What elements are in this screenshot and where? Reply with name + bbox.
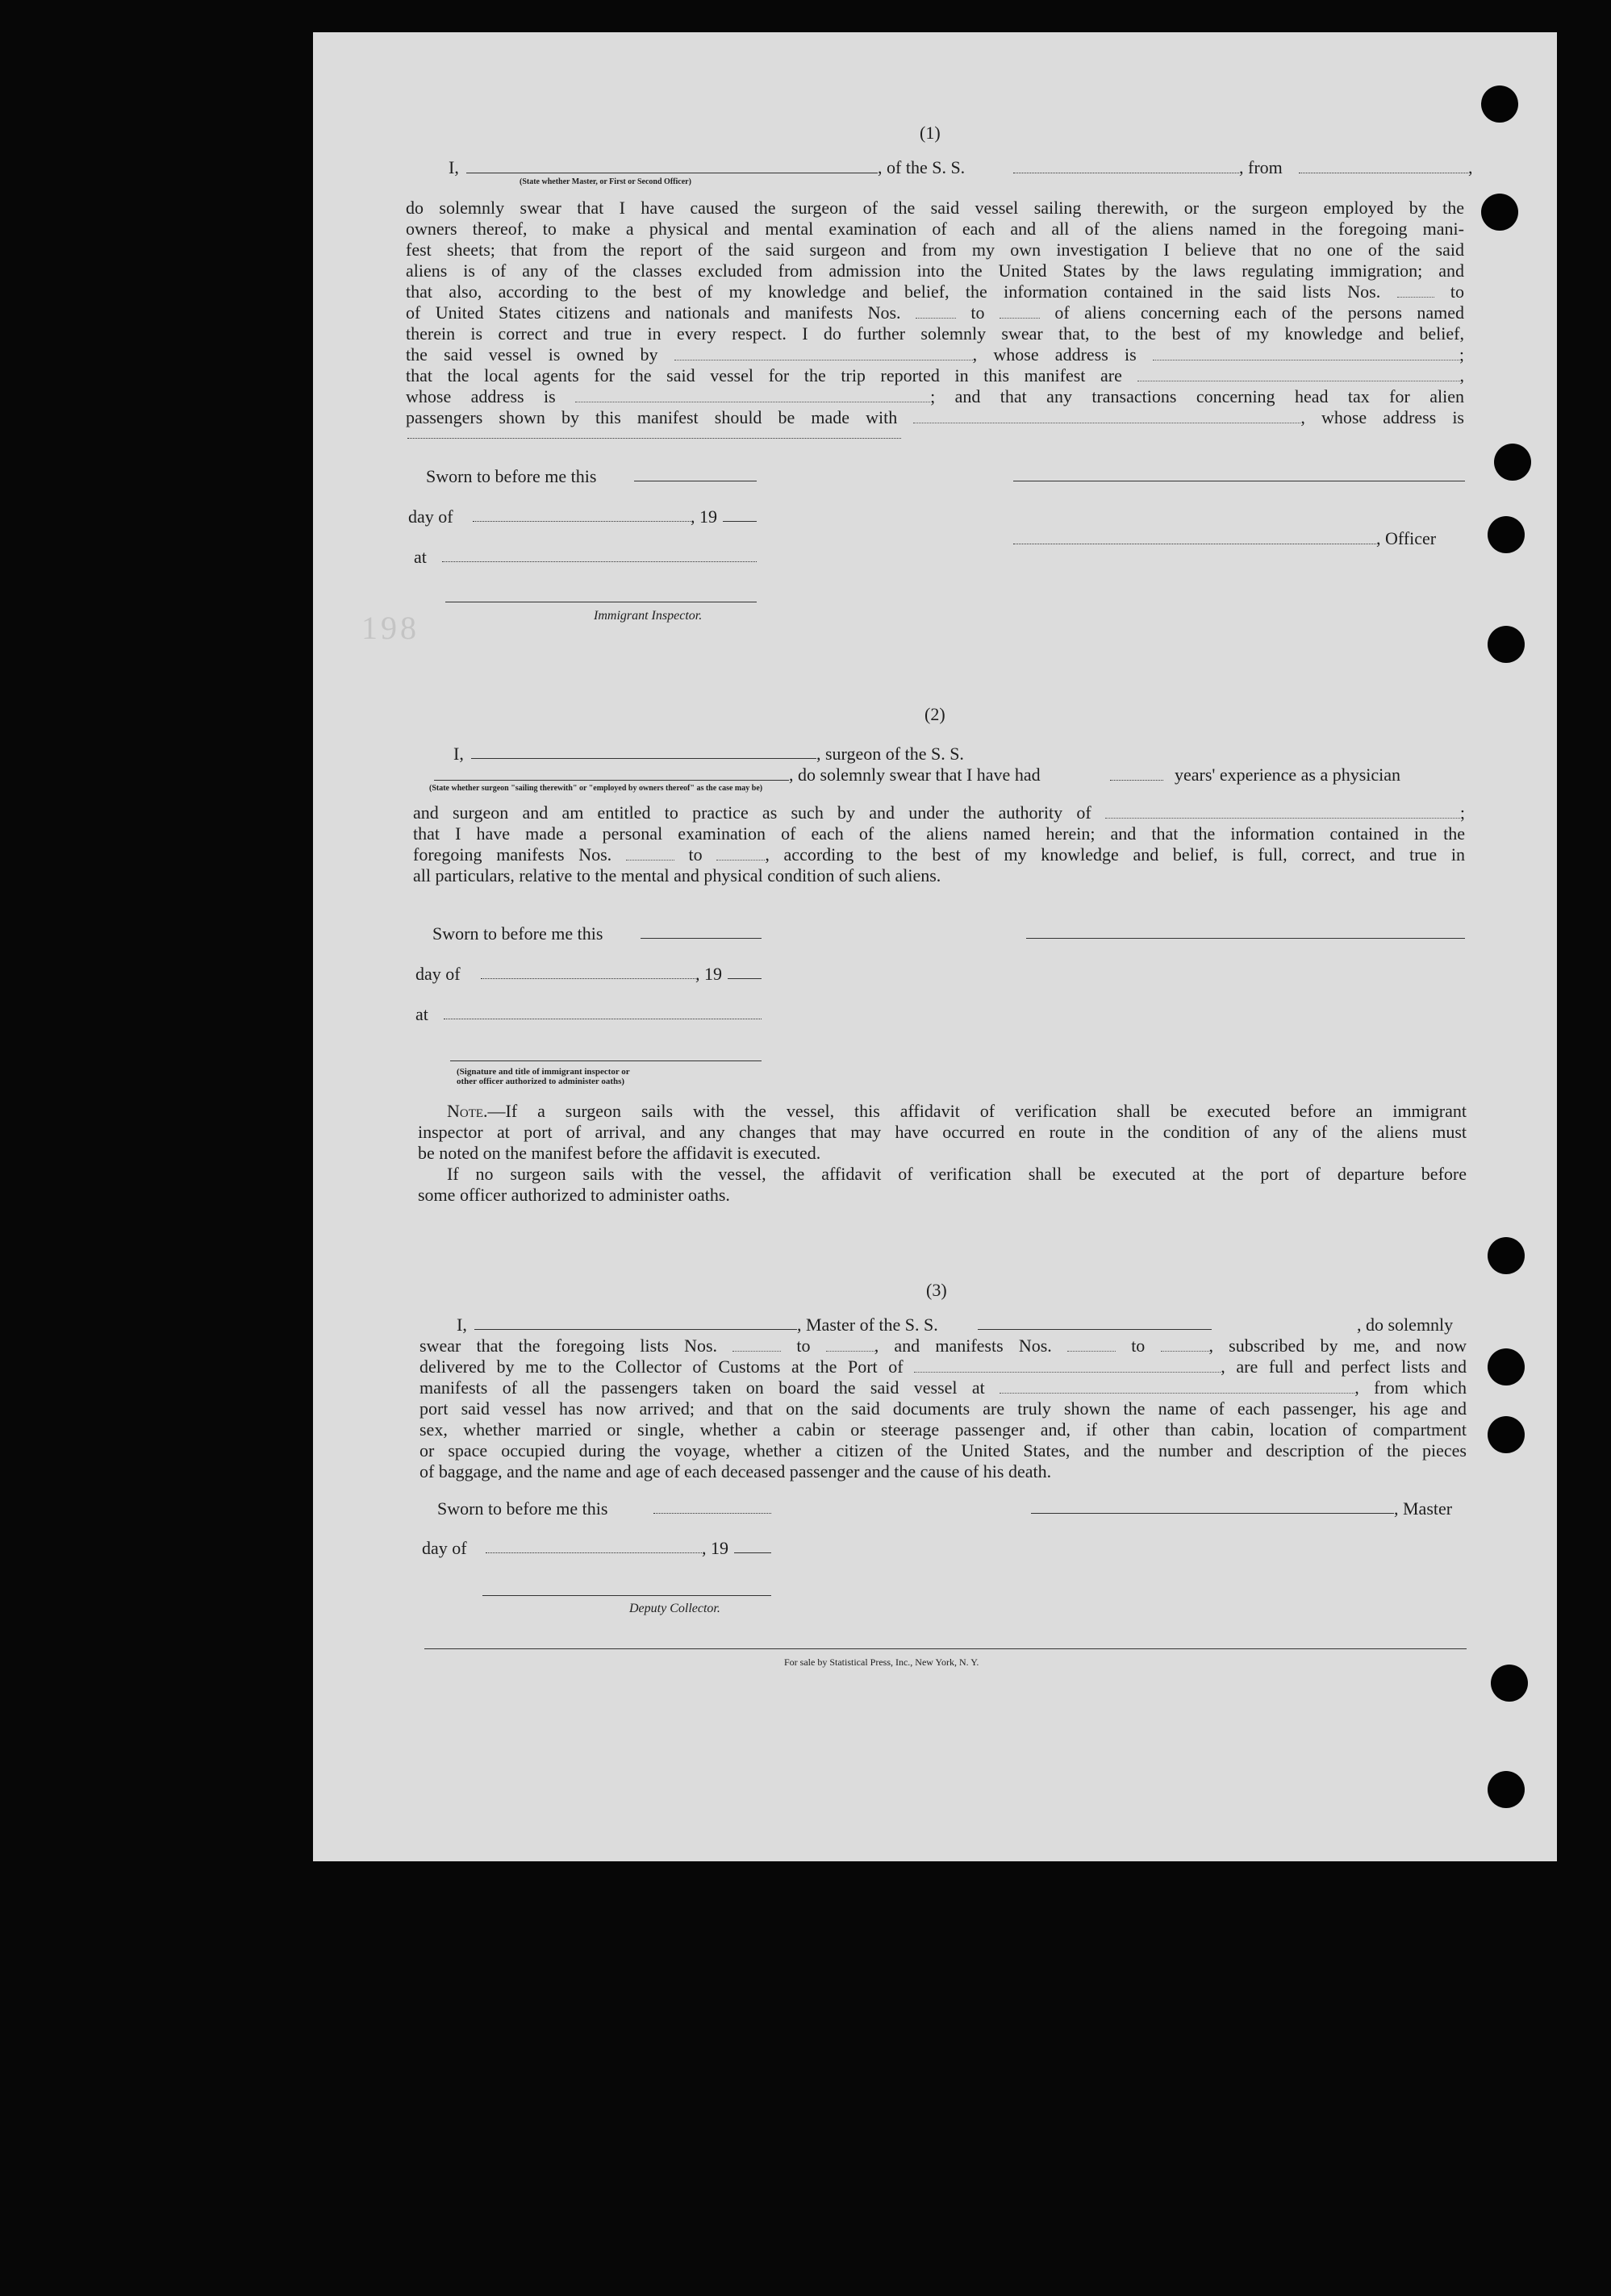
s3-master-label: , Master xyxy=(1394,1498,1453,1519)
s1-at-label: at xyxy=(414,547,427,567)
s2-surgeon: , surgeon of the S. S. xyxy=(816,744,964,764)
s1-sworn-label: Sworn to before me this xyxy=(426,466,597,486)
punch-hole-icon xyxy=(1491,1665,1528,1702)
s3-line-7: or space occupied during the voyage, whether a citizen of the United States, and the number and description of the pieces xyxy=(419,1440,1467,1461)
s1-line-10: whose address is ; and that any transactions concerning head tax for alien xyxy=(406,386,1464,406)
form-page: 198 (1) I, (State whether Master, or First or Second Officer) , of the S. S. , from , do solemnly swear that I have caused the surgeon of the said vessel sailing therewith, or the surgeon employed by the owners thereof, to make a physical and mental examination of each and all of the aliens named in the foregoing mani- fest sheets; that from the report of the said surgeon and from my own investigation I believe that no one of the said aliens is of any of the classes excluded from admission into the United States by the laws regulating immigration; and that also, according to the best of my knowledge and belief, the information contained in the said lists Nos. to of United States citizens and nationals and manifests Nos. to of aliens concerning each of the persons named therein is correct and true in every respect. I do further solemnly swear that, to the best of my knowledge and belief, the said vessel is owned by , whose address is ; that the local agents for the said vessel for the trip reported in this manifest are , whose address is ; and that any transactions concerning head tax for alien passengers shown by this manifest should be made with , whose address is Sworn to before me this day of , 19 , Officer at Immigrant Inspector. (2) I, , surgeon of the S. S. , do solemnly swear that I have had years' experience as a physician (State whether surgeon "sailing therewith" or "employed by owners thereof" as the case may be) and surgeon and am entitled to practice as such by and under the authority of ; that I have made a personal examination of each of the aliens named herein; and that the information contained in the foregoing manifests Nos. to , according to the best of my knowledge and belief, is full, correct, and true in all particulars, relative to the mental and physical condition of such aliens. Sworn to before me this day of , 19 at (Signature and title of immigrant inspector or other officer authorized to administer oaths) Note.—If a surgeon sails with the vessel, this affidavit of verification shall be executed before an immigrant inspector at port of arrival, and any changes that may have occurred en route in the condition of any of the aliens must be noted on the manifest before the affidavit is executed. If no surgeon sails with the vessel, the affidavit of verification shall be executed at the port of departure before some officer authorized to administer oaths. (3) I, , Master of the S. S. , do solemnly swear that the foregoing lists Nos. to , and manifests Nos. to , subscribed by me, and now delivered by me to the Collector of Customs at the Port of , are full and perfect lists and manifests of all the passengers taken on board the said vessel at , from which port said vessel has now arrived; and that on the said documents are truly shown the name of each passenger, his age and sex, whether married or single, whether a cabin or steerage passenger and, if other than cabin, location of compartment or space occupied during the voyage, whether a citizen of the United States, and the number and description of the pieces of baggage, and the name and age of each deceased passenger and the cause of his death. Sworn to before me this , Master day of , 19 Deputy Collector. For sale by Statistical Press, Inc., New York, N. Y. xyxy=(313,32,1557,1861)
s3-line-2: swear that the foregoing lists Nos. to , and manifests Nos. to , subscribed by me, and now xyxy=(419,1336,1467,1356)
s1-line-4: aliens is of any of the classes excluded from admission into the United States by the laws regulating immigration; and xyxy=(406,260,1464,281)
s3-year-line[interactable] xyxy=(734,1552,771,1553)
s1-paragraph xyxy=(406,198,1464,428)
punch-hole-icon xyxy=(1488,1771,1525,1808)
footer-rule xyxy=(424,1648,1467,1649)
s1-from: , from xyxy=(1239,157,1283,177)
s1-year-line[interactable] xyxy=(723,521,757,522)
s1-year-label: , 19 xyxy=(691,506,717,527)
punch-hole-icon xyxy=(1481,85,1518,123)
s2-signature-line[interactable] xyxy=(1026,938,1465,939)
punch-hole-icon xyxy=(1488,516,1525,553)
s1-role-note: (State whether Master, or First or Second Officer) xyxy=(520,177,691,186)
s2-note-line-4: If no surgeon sails with the vessel, the affidavit of verification shall be executed at the port of departure before xyxy=(447,1164,1467,1184)
s3-line-4: manifests of all the passengers taken on board the said vessel at , from which xyxy=(419,1377,1467,1398)
s1-at-line[interactable] xyxy=(442,561,757,562)
s1-officer-label: , Officer xyxy=(1376,528,1437,548)
s2-name-line[interactable] xyxy=(471,758,816,759)
s1-line-5: that also, according to the best of my knowledge and belief, the information contained in the said lists Nos. to xyxy=(406,281,1465,302)
s2-officer-sig-line[interactable] xyxy=(450,1060,762,1061)
s2-i: I, xyxy=(453,744,464,764)
s2-years-label: years' experience as a physician xyxy=(1175,765,1401,785)
punch-hole-icon xyxy=(1481,194,1518,231)
punch-hole-icon xyxy=(1488,1237,1525,1274)
s2-vessel-line[interactable] xyxy=(434,780,789,781)
s2-dayof-label: day of xyxy=(415,964,461,984)
s2-note-line-1: Note.—If a surgeon sails with the vessel, this affidavit of verification shall be executed before an immigrant xyxy=(447,1101,1467,1121)
s2-day-line[interactable] xyxy=(481,978,695,979)
s2-note-line-5: some officer authorized to administer oaths. xyxy=(418,1185,730,1205)
s2-note-line-2: inspector at port of arrival, and any changes that may have occurred en route in the condition of any of the aliens must xyxy=(418,1122,1467,1142)
punch-hole-icon xyxy=(1488,1416,1525,1453)
s1-inspector-caption: Immigrant Inspector. xyxy=(594,609,703,623)
s2-sworn-line[interactable] xyxy=(641,938,762,939)
s2-line-5: foregoing manifests Nos. to , according to the best of my knowledge and belief, is full, correct, and true in xyxy=(413,844,1465,865)
s3-sworn-line[interactable] xyxy=(653,1513,771,1514)
s2-line-6: all particulars, relative to the mental and physical condition of such aliens. xyxy=(413,865,941,885)
s1-day-line[interactable] xyxy=(473,521,691,522)
s1-line-6: of United States citizens and nationals and manifests Nos. to of aliens concerning each of the persons named xyxy=(406,302,1465,323)
s3-line-5: port said vessel has now arrived; and that on the said documents are truly shown the name of each passenger, his age and xyxy=(419,1398,1467,1419)
s1-i: I, xyxy=(449,157,459,177)
s3-master-line[interactable] xyxy=(1031,1513,1394,1514)
section-3-number: (3) xyxy=(926,1280,947,1300)
s1-line-1: do solemnly swear that I have caused the surgeon of the said vessel sailing therewith, or the surgeon employed by the xyxy=(406,198,1464,218)
s2-line-3: and surgeon and am entitled to practice as such by and under the authority of ; xyxy=(413,802,1466,823)
s3-vessel-line[interactable] xyxy=(978,1329,1212,1330)
s3-day-line[interactable] xyxy=(486,1552,702,1553)
punch-hole-icon xyxy=(1494,444,1531,481)
s2-line-4: that I have made a personal examination of each of the aliens named herein; and that the information contained in the xyxy=(413,823,1465,844)
s3-deputy-caption: Deputy Collector. xyxy=(629,1602,720,1615)
s1-line-2: owners thereof, to make a physical and mental examination of each and all of the aliens named in the foregoing mani- xyxy=(406,219,1464,239)
punch-hole-icon xyxy=(1488,626,1525,663)
s3-line-3: delivered by me to the Collector of Customs at the Port of , are full and perfect lists and xyxy=(419,1356,1467,1377)
s3-year-label: , 19 xyxy=(702,1538,728,1558)
footer-imprint: For sale by Statistical Press, Inc., New York, N. Y. xyxy=(784,1656,979,1668)
s1-line-11: passengers shown by this manifest should be made with , whose address is xyxy=(406,407,1464,427)
s3-master: , Master of the S. S. xyxy=(797,1315,938,1335)
s2-sig-caption-2: other officer authorized to administer oaths) xyxy=(457,1077,625,1086)
s3-dayof-label: day of xyxy=(422,1538,467,1558)
s2-year-label: , 19 xyxy=(695,964,722,984)
s3-solemnly: , do solemnly xyxy=(1357,1315,1454,1335)
s2-at-label: at xyxy=(415,1004,428,1024)
s2-role-note: (State whether surgeon "sailing therewith" or "employed by owners thereof" as the case may be) xyxy=(429,784,763,793)
s3-i: I, xyxy=(457,1315,467,1335)
s1-line-7: therein is correct and true in every respect. I do further solemnly swear that, to the best of my knowledge and belief, xyxy=(406,323,1464,344)
s3-name-line[interactable] xyxy=(474,1329,797,1330)
s2-swear: , do solemnly swear that I have had xyxy=(789,765,1041,785)
s3-sworn-label: Sworn to before me this xyxy=(437,1498,608,1519)
punch-hole-icon xyxy=(1488,1348,1525,1386)
s1-dayof-label: day of xyxy=(408,506,453,527)
section-2-number: (2) xyxy=(924,704,945,724)
s2-note xyxy=(418,1101,1467,1206)
s3-line-6: sex, whether married or single, whether a cabin or steerage passenger and, if other than cabin, location of compartment xyxy=(419,1419,1467,1440)
s1-line-8: the said vessel is owned by , whose address is ; xyxy=(406,344,1465,365)
s2-years-line[interactable] xyxy=(1110,780,1163,781)
s3-deputy-line[interactable] xyxy=(482,1595,771,1596)
s2-note-line-3: be noted on the manifest before the affidavit is executed. xyxy=(418,1143,821,1163)
section-1-number: (1) xyxy=(920,123,941,143)
faint-stamp-number: 198 xyxy=(361,610,419,646)
s2-sig-caption-1: (Signature and title of immigrant inspector or xyxy=(457,1067,630,1077)
s3-line-8: of baggage, and the name and age of each deceased passenger and the cause of his death. xyxy=(419,1461,1052,1481)
s1-address-line[interactable] xyxy=(407,438,901,439)
s3-paragraph xyxy=(419,1336,1467,1482)
s1-of-ss: , of the S. S. xyxy=(878,157,966,177)
s1-line-9: that the local agents for the said vessel for the trip reported in this manifest are , xyxy=(406,365,1465,385)
s2-paragraph xyxy=(413,802,1465,886)
s1-line-3: fest sheets; that from the report of the said surgeon and from my own investigation I believe that no one of the said xyxy=(406,240,1464,260)
s2-sworn-label: Sworn to before me this xyxy=(432,923,603,944)
s2-year-line[interactable] xyxy=(728,978,762,979)
